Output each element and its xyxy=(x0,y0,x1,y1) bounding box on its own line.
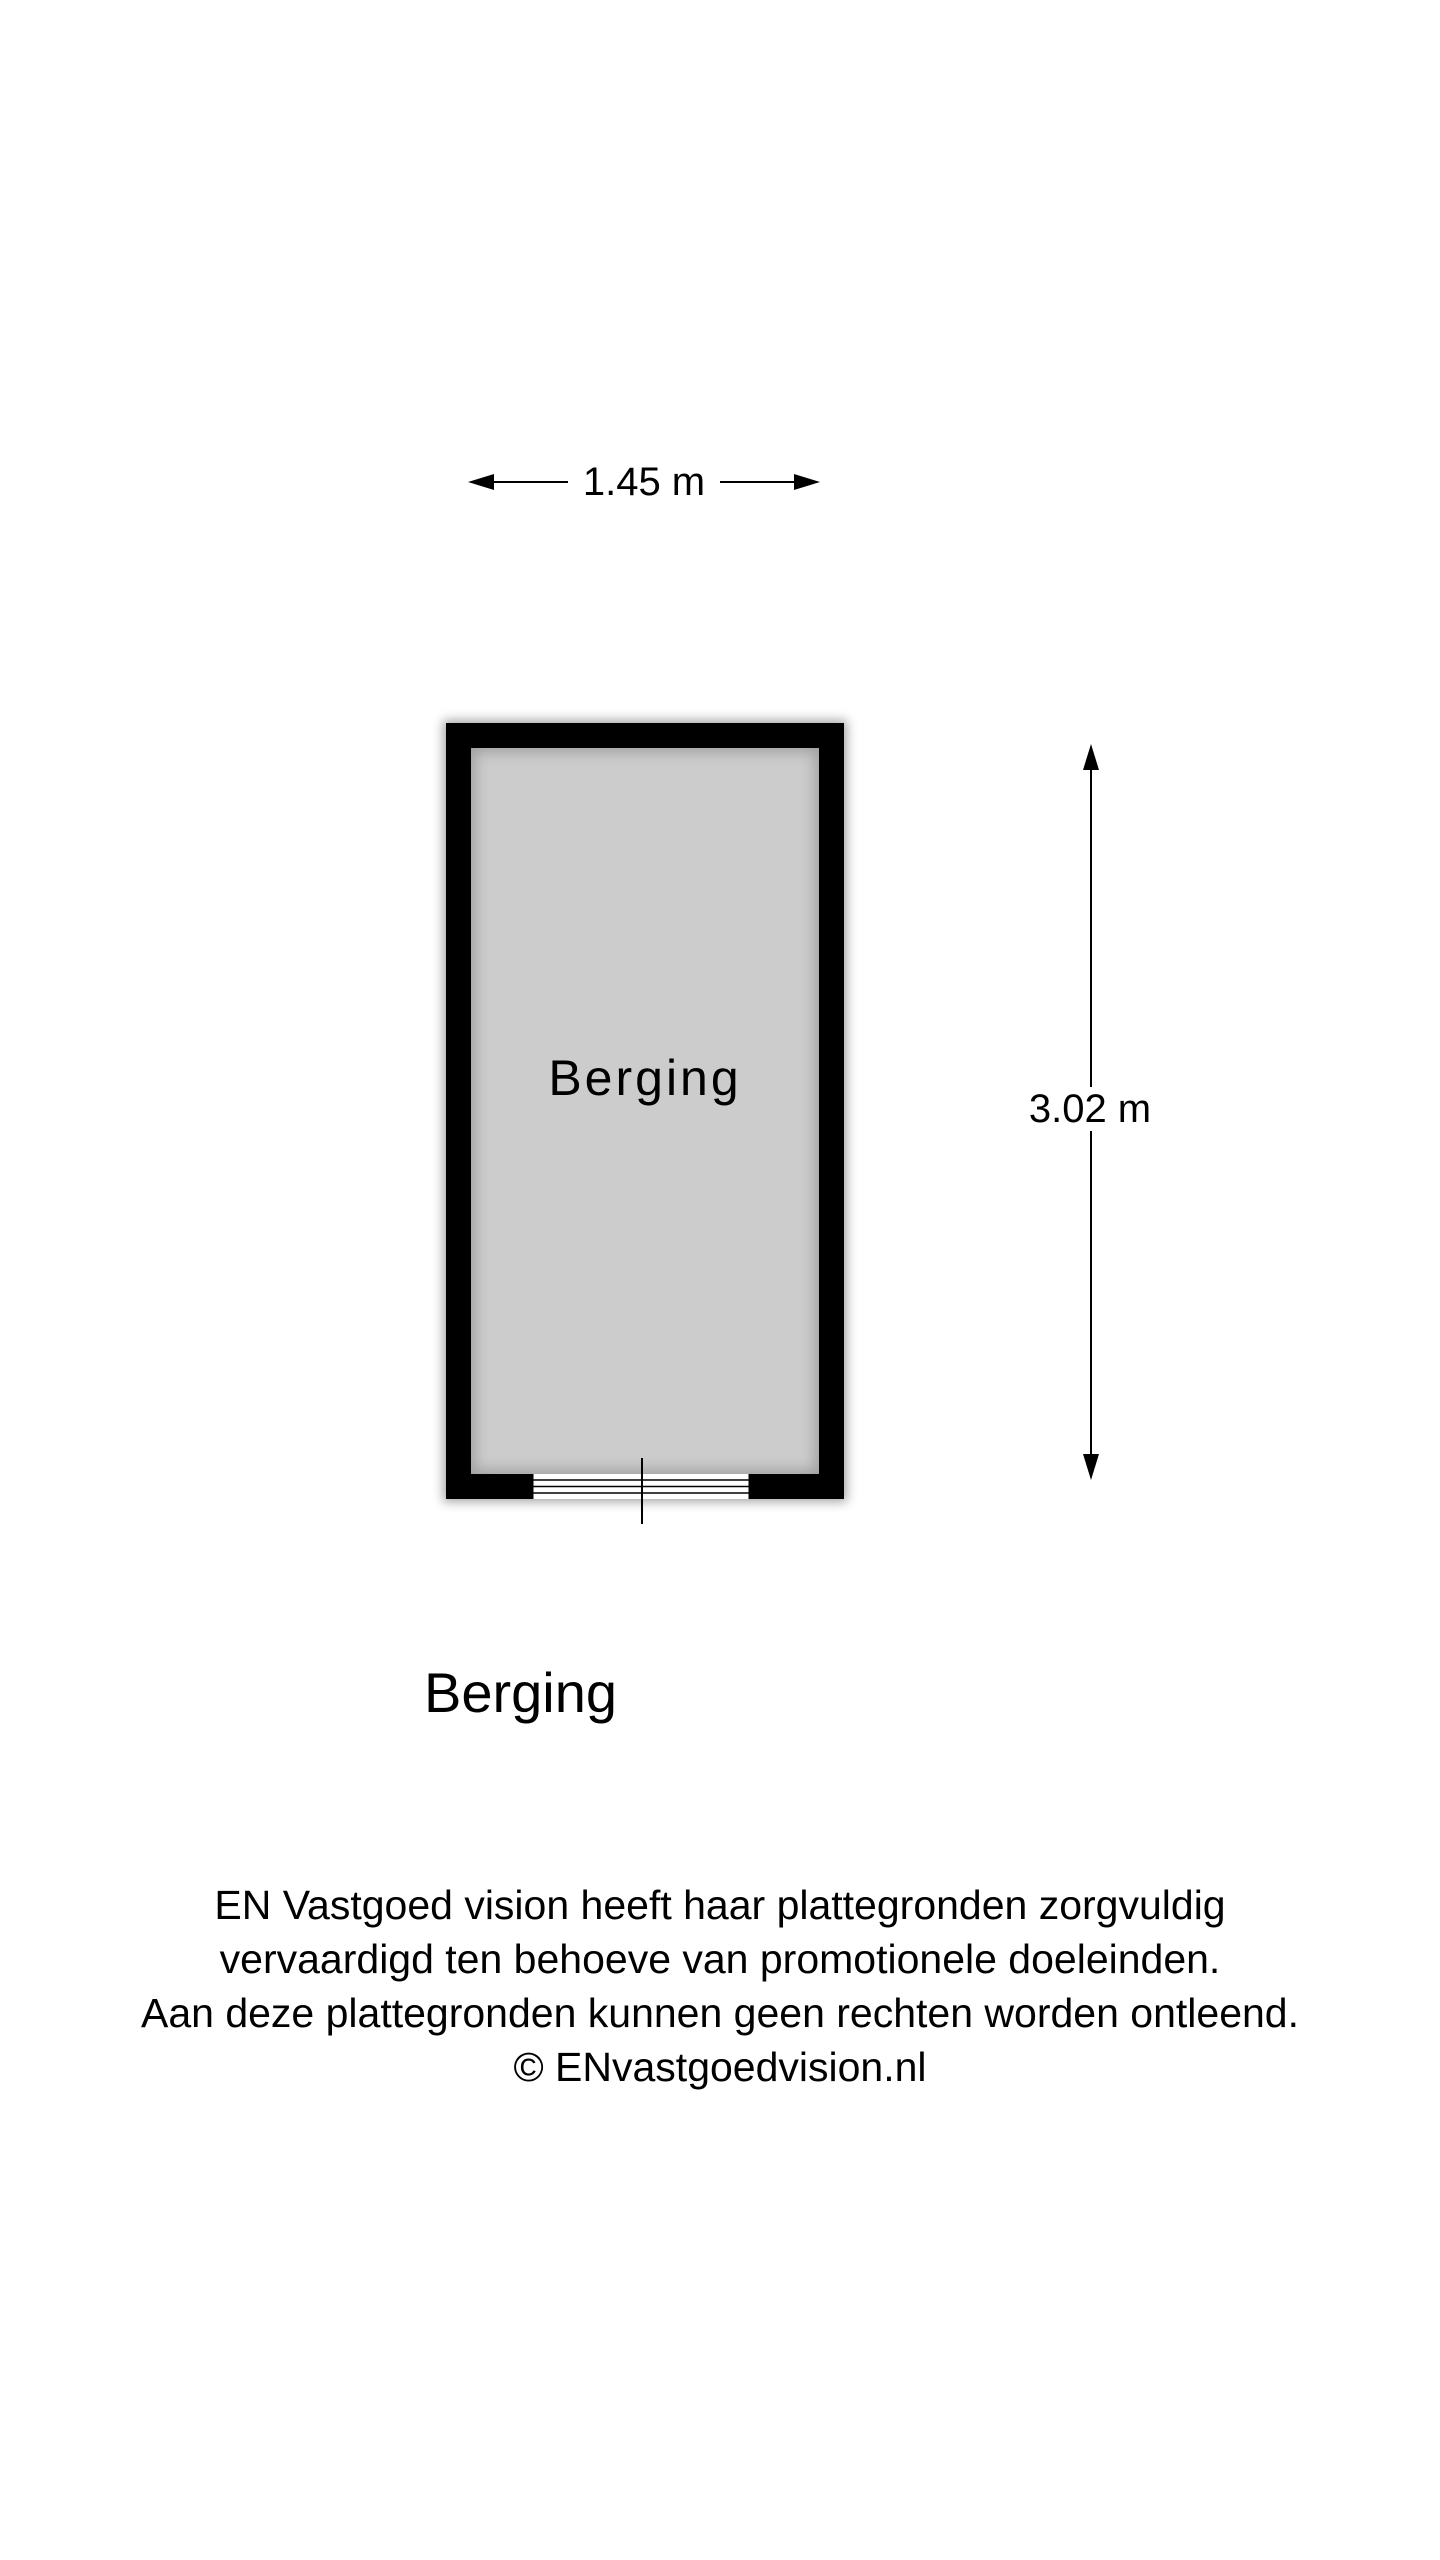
width-dimension xyxy=(468,454,820,510)
floor-title: Berging xyxy=(424,1661,618,1724)
height-dimension xyxy=(1000,744,1180,1480)
copyright-line: © ENvastgoedvision.nl xyxy=(513,2044,927,2090)
room-berging xyxy=(446,723,844,1499)
width-dimension-label: 1.45 m xyxy=(568,454,720,510)
room-floor xyxy=(471,748,819,1474)
disclaimer-line: Aan deze plattegronden kunnen geen rechten worden ontleend. xyxy=(140,1990,1299,2036)
room-label: Berging xyxy=(548,1050,742,1106)
height-dimension-label: 3.02 m xyxy=(1028,1087,1152,1131)
height-dimension-label-wrap xyxy=(1000,1081,1180,1137)
disclaimer-line: vervaardigd ten behoeve van promotionele doeleinden. xyxy=(219,1936,1221,1982)
disclaimer-line: EN Vastgoed vision heeft haar plattegronden zorgvuldig xyxy=(214,1882,1226,1928)
disclaimer xyxy=(0,1878,1440,2094)
door-leaf-line xyxy=(641,1458,643,1524)
